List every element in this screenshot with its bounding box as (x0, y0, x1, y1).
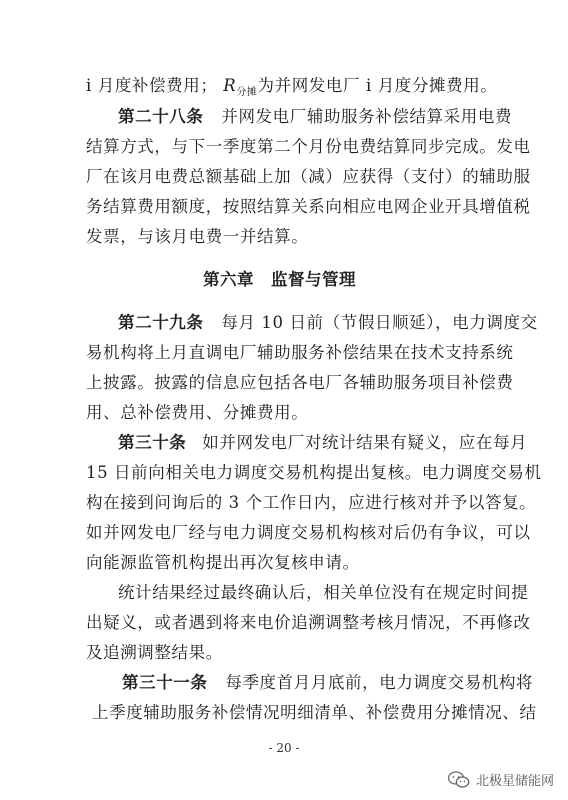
article-title: 第三十一条 (122, 673, 208, 692)
article-28-heading-line (118, 107, 512, 127)
article-title: 第三十条 (118, 433, 187, 452)
article-29-heading-line (118, 313, 538, 333)
text-line-15: 向能源监管机构提出再次复核申请。 (86, 553, 360, 572)
text-line-1 (86, 76, 497, 103)
text-line-5: 务结算费用额度，按照结算关系向相应电网企业开具增值税 (86, 197, 531, 216)
text-line-16: 统计结果经过最终确认后，相关单位没有在规定时间提 (118, 583, 529, 602)
text-fragment: 为并网发电厂 i 月度分摊费用。 (257, 76, 498, 95)
article-text: 如并网发电厂对统计结果有疑义，应在每月 (202, 433, 528, 452)
formula-subscript: 分摊 (236, 87, 258, 98)
text-line-4: 厂在该月电费总额基础上加（减）应获得（支付）的辅助服 (86, 167, 531, 186)
text-line-8: 易机构将上月直调电厂辅助服务补偿结果在技术支持系统 (86, 343, 514, 362)
article-text: 并网发电厂辅助服务补偿结算采用电费 (221, 107, 513, 126)
text-line-13: 构在接到问询后的 3 个工作日内，应进行核对并予以答复。 (86, 493, 537, 512)
article-31-heading-line (122, 673, 533, 693)
text-line-18: 及追溯调整结果。 (86, 643, 223, 662)
text-line-10: 用、总补偿费用、分摊费用。 (86, 403, 309, 422)
article-text: 每月 10 日前（节假日顺延），电力调度交 (221, 313, 538, 332)
text-fragment: i 月度补偿费用； (86, 76, 218, 95)
watermark (448, 770, 554, 789)
formula-symbol: R (223, 76, 237, 95)
wechat-icon (448, 771, 470, 789)
text-line-9: 上披露。披露的信息应包括各电厂各辅助服务项目补偿费 (86, 373, 514, 392)
text-line-20: 上季度辅助服务补偿情况明细清单、补偿费用分摊情况、结 (92, 703, 537, 722)
watermark-text: 北极星储能网 (475, 774, 554, 789)
article-title: 第二十九条 (118, 313, 204, 332)
text-line-6: 发票，与该月电费一并结算。 (86, 227, 309, 246)
text-line-3: 结算方式，与下一季度第二个月份电费结算同步完成。发电 (86, 137, 531, 156)
article-title: 第二十八条 (118, 107, 204, 126)
text-line-17: 出疑义，或者遇到将来电价追溯调整考核月情况，不再修改 (86, 613, 531, 632)
article-text: 每季度首月月底前，电力调度交易机构将 (225, 673, 534, 692)
text-line-12: 15 日前向相关电力调度交易机构提出复核。电力调度交易机 (86, 463, 542, 482)
text-line-14: 如并网发电厂经与电力调度交易机构核对后仍有争议，可以 (86, 523, 531, 542)
article-30-heading-line (118, 433, 527, 453)
page-number: - 20 - (268, 741, 300, 755)
chapter-title: 第六章 监督与管理 (203, 270, 356, 289)
